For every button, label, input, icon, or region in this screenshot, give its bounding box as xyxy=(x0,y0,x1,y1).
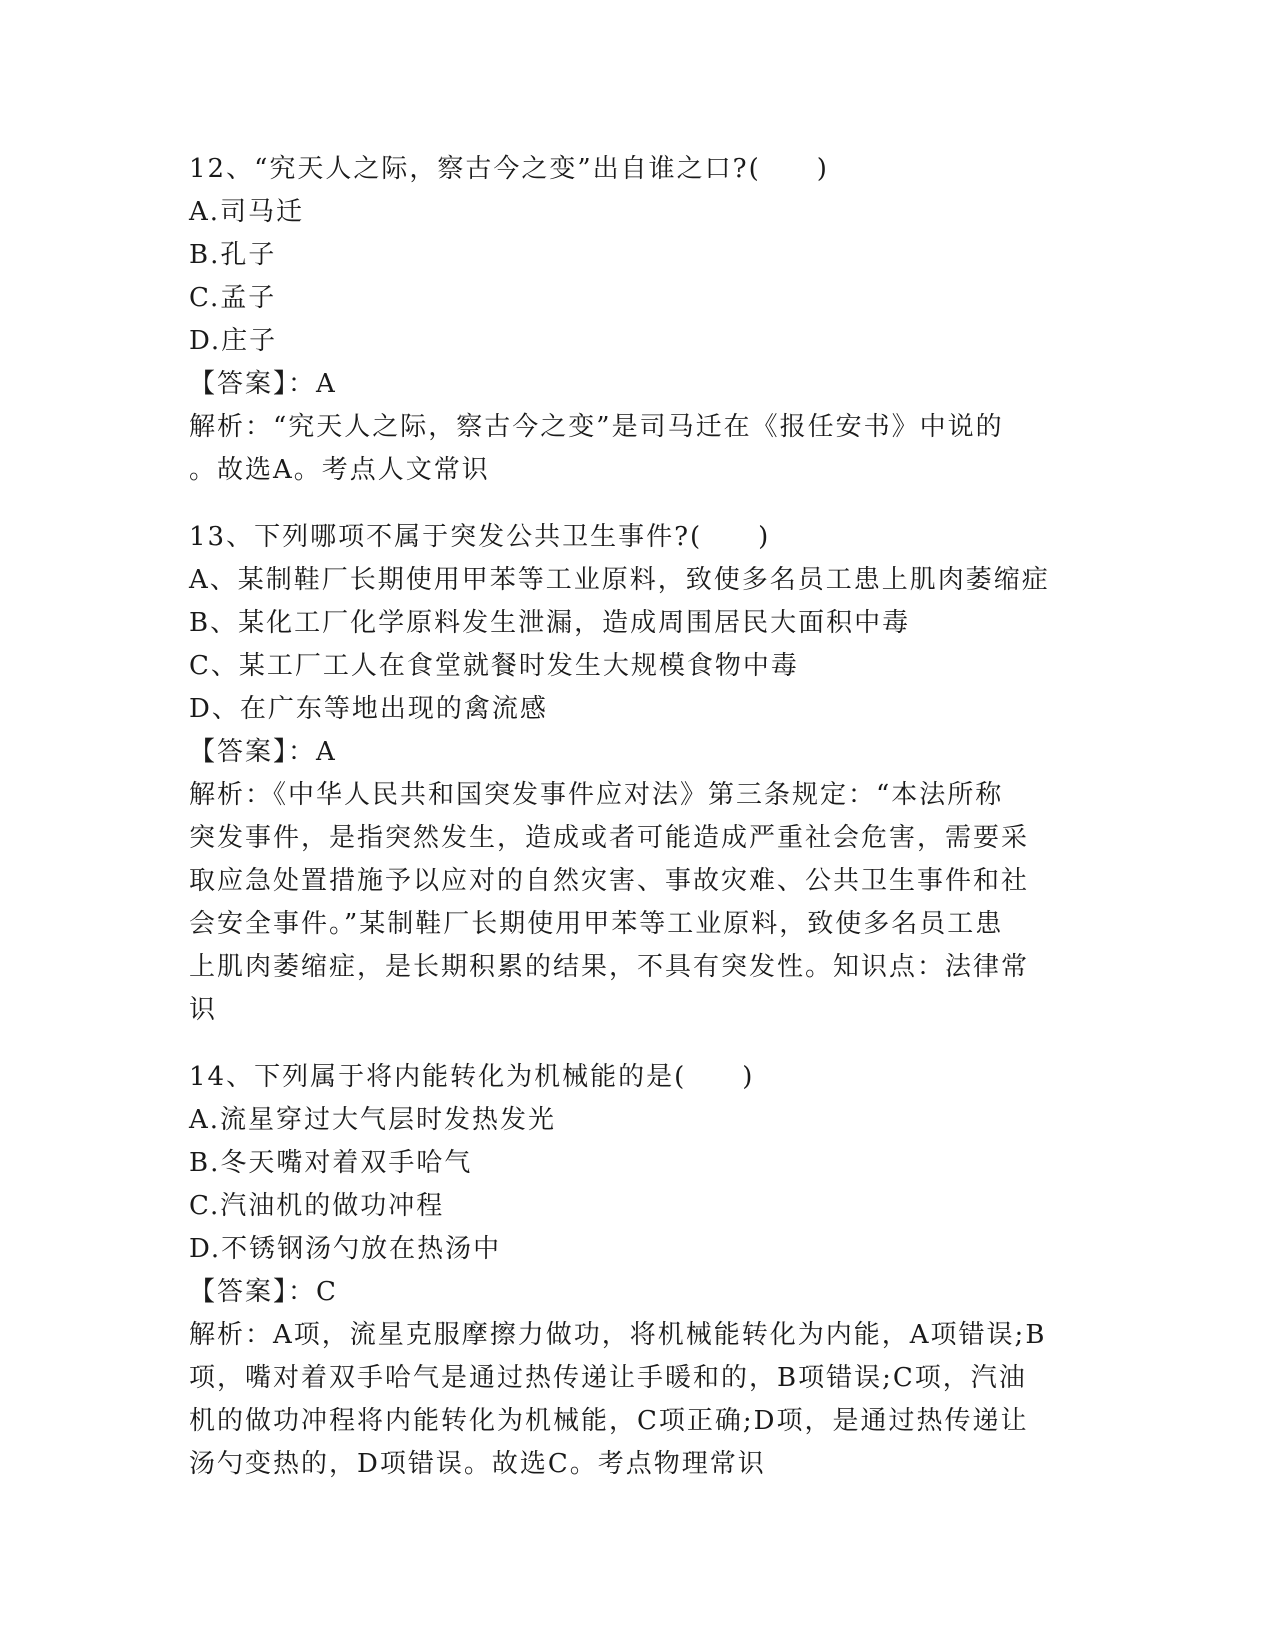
document-page xyxy=(189,148,1089,1486)
option-d: D.庄子 xyxy=(189,326,278,356)
option-c: C.孟子 xyxy=(189,283,277,313)
analysis-line: 机的做功冲程将内能转化为机械能，C项正确;D项，是通过热传递让 xyxy=(189,1406,1029,1436)
option-a: A、某制鞋厂长期使用甲苯等工业原料，致使多名员工患上肌肉萎缩症 xyxy=(189,565,1050,595)
analysis-line: 项，嘴对着双手哈气是通过热传递让手暖和的，B项错误;C项，汽油 xyxy=(189,1363,1027,1393)
analysis-line: 解析：《中华人民共和国突发事件应对法》第三条规定：“本法所称 xyxy=(189,780,1004,810)
question-13 xyxy=(189,516,1089,1032)
option-b: B.冬天嘴对着双手哈气 xyxy=(189,1148,473,1178)
question-stem: 12、“究天人之际，察古今之变”出自谁之口?( ) xyxy=(189,154,829,184)
analysis-line: 。故选A。考点人文常识 xyxy=(189,455,490,485)
option-b: B.孔子 xyxy=(189,240,277,270)
answer: 【答案】：A xyxy=(189,737,337,767)
question-stem: 14、下列属于将内能转化为机械能的是( ) xyxy=(189,1062,755,1092)
answer: 【答案】：A xyxy=(189,369,337,399)
analysis-line: 汤勺变热的，D项错误。故选C。考点物理常识 xyxy=(189,1449,766,1479)
answer: 【答案】：C xyxy=(189,1277,338,1307)
option-c: C.汽油机的做功冲程 xyxy=(189,1191,445,1221)
option-b: B、某化工厂化学原料发生泄漏，造成周围居民大面积中毒 xyxy=(189,608,911,638)
option-a: A.司马迁 xyxy=(189,197,305,227)
option-d: D、在广东等地出现的禽流感 xyxy=(189,694,548,724)
analysis-line: 解析：“究天人之际，察古今之变”是司马迁在《报任安书》中说的 xyxy=(189,412,1004,442)
question-14 xyxy=(189,1056,1089,1486)
analysis-line: 解析：A项，流星克服摩擦力做功，将机械能转化为内能，A项错误;B xyxy=(189,1320,1047,1350)
analysis-line: 取应急处置措施予以应对的自然灾害、事故灾难、公共卫生事件和社 xyxy=(189,866,1030,896)
analysis-line: 会安全事件。”某制鞋厂长期使用甲苯等工业原料，致使多名员工患 xyxy=(189,909,1004,939)
analysis-line: 识 xyxy=(189,995,218,1025)
question-12 xyxy=(189,148,1089,492)
option-c: C、某工厂工人在食堂就餐时发生大规模食物中毒 xyxy=(189,651,799,681)
analysis-line: 上肌肉萎缩症，是长期积累的结果，不具有突发性。知识点：法律常 xyxy=(189,952,1030,982)
option-d: D.不锈钢汤勺放在热汤中 xyxy=(189,1234,502,1264)
question-stem: 13、下列哪项不属于突发公共卫生事件?( ) xyxy=(189,522,771,552)
analysis-line: 突发事件，是指突然发生，造成或者可能造成严重社会危害，需要采 xyxy=(189,823,1030,853)
option-a: A.流星穿过大气层时发热发光 xyxy=(189,1105,557,1135)
